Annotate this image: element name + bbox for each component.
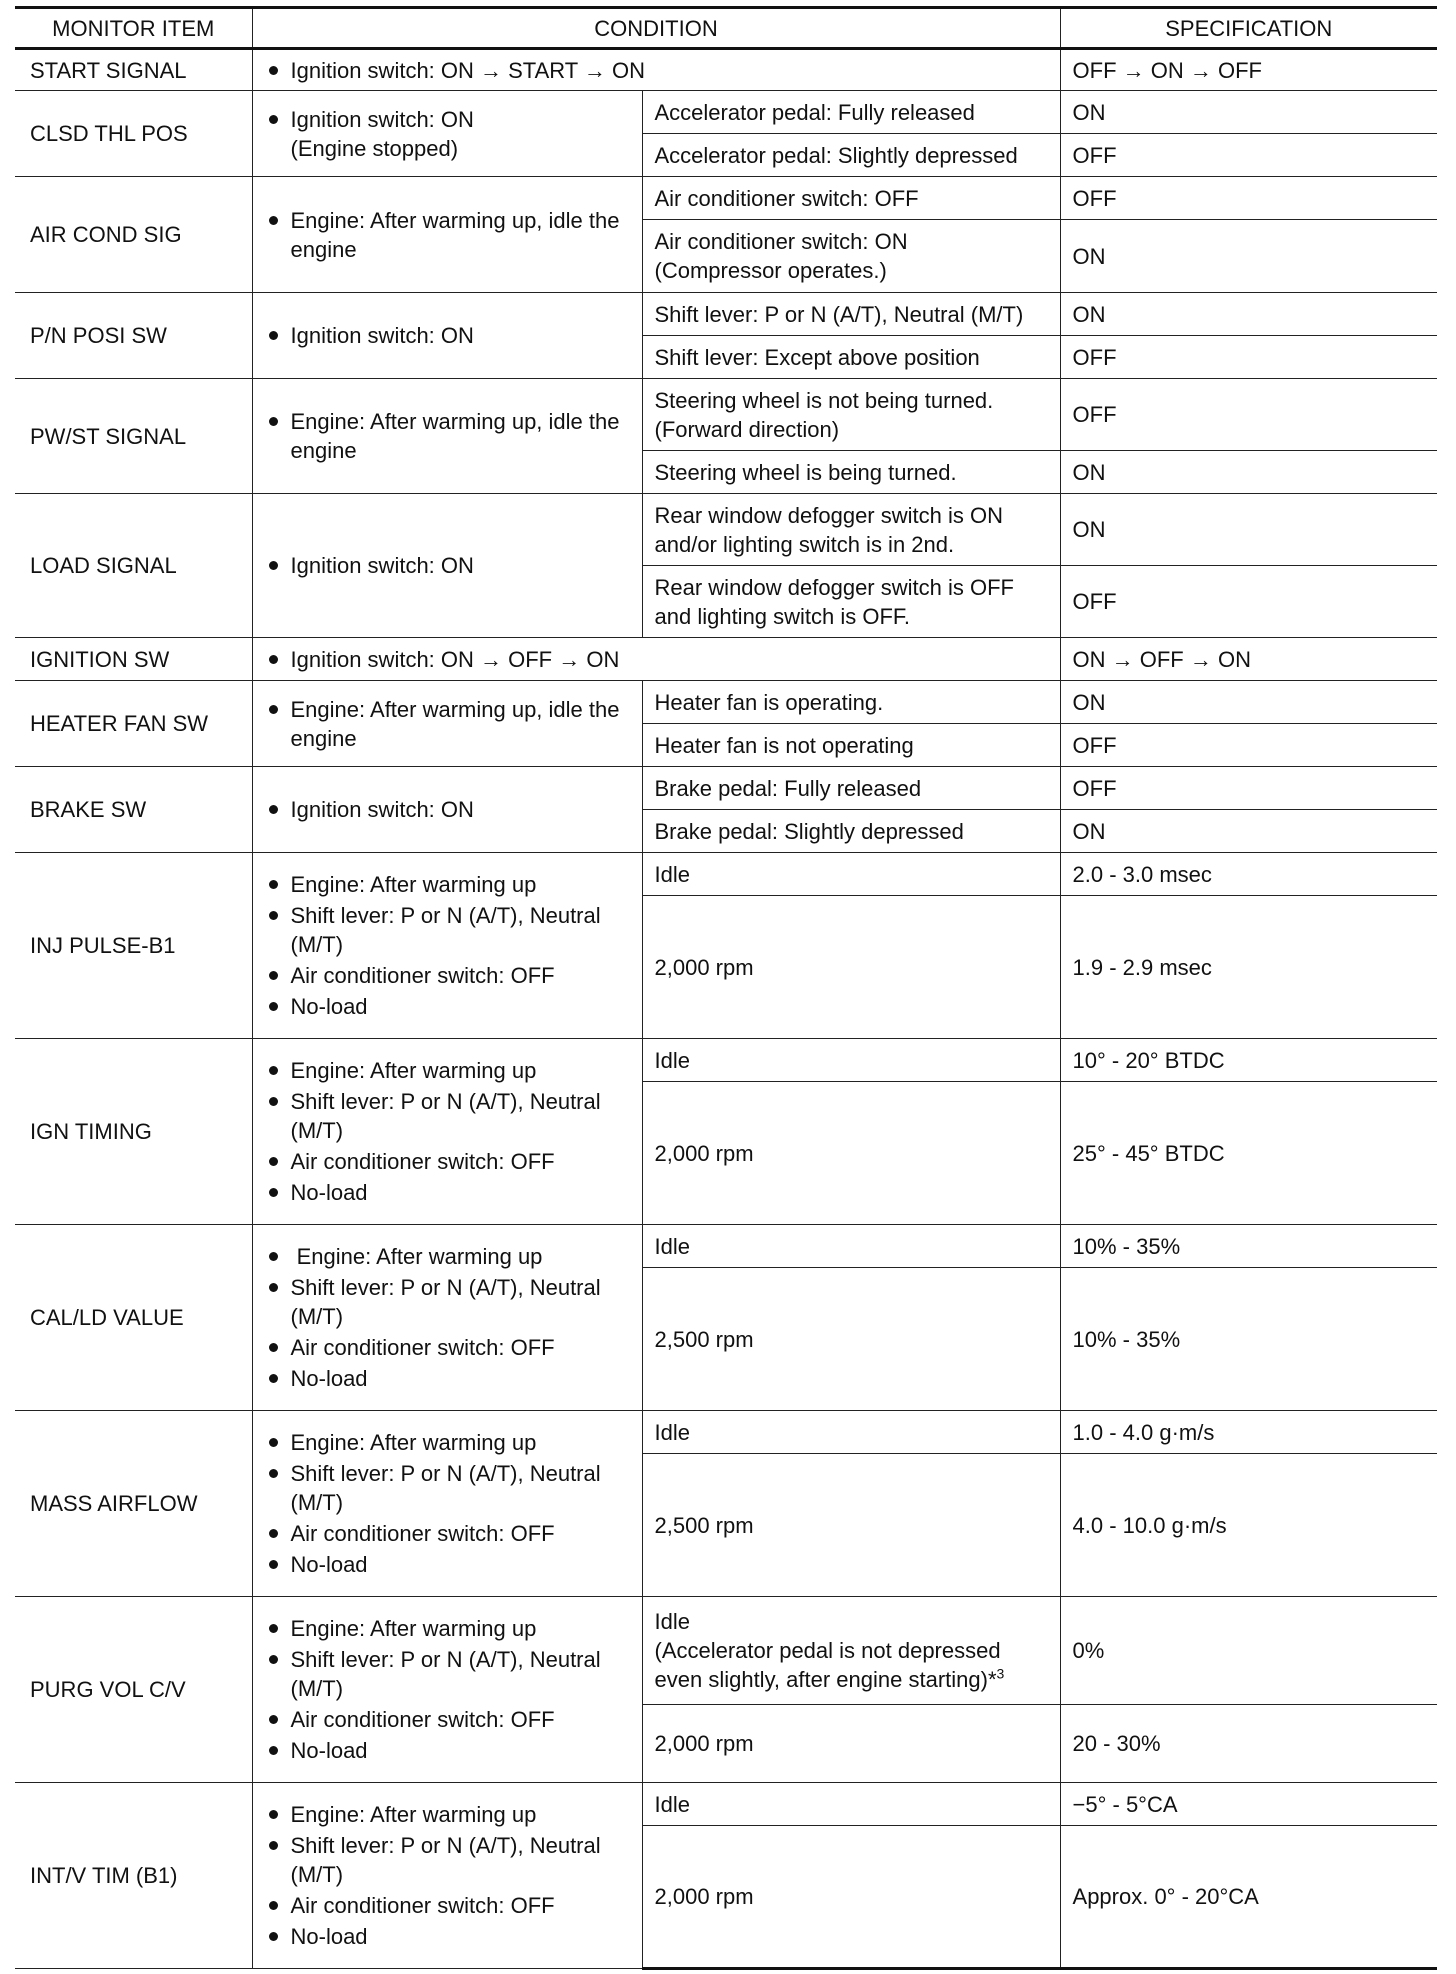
sub-condition: Steering wheel is being turned. bbox=[642, 451, 1060, 494]
table-row bbox=[15, 1783, 1437, 1826]
monitor-item: INT/V TIM (B1) bbox=[15, 1783, 252, 1969]
condition-bullet: Engine: After warming up, idle the engine bbox=[267, 407, 630, 465]
spec-value: Approx. 0° - 20°CA bbox=[1060, 1826, 1437, 1969]
condition-bullet: No-load bbox=[267, 992, 630, 1021]
condition-bullet: No-load bbox=[267, 1178, 630, 1207]
spec-value: OFF bbox=[1060, 134, 1437, 177]
spec-value: ON bbox=[1060, 494, 1437, 566]
condition-bullet: Ignition switch: ON bbox=[267, 795, 630, 824]
condition-cell bbox=[252, 177, 642, 293]
condition-cell bbox=[252, 49, 1060, 91]
sub-condition: Shift lever: P or N (A/T), Neutral (M/T) bbox=[642, 293, 1060, 336]
condition-bullet: Shift lever: P or N (A/T), Neutral (M/T) bbox=[267, 1459, 630, 1517]
table-row bbox=[15, 767, 1437, 810]
spec-value: OFF bbox=[1060, 767, 1437, 810]
condition-cell bbox=[252, 379, 642, 494]
condition-cell bbox=[252, 1039, 642, 1225]
table-row bbox=[15, 494, 1437, 566]
condition-bullet: Air conditioner switch: OFF bbox=[267, 1147, 630, 1176]
sub-condition: Steering wheel is not being turned. (Forward direction) bbox=[642, 379, 1060, 451]
sub-condition: Idle bbox=[642, 853, 1060, 896]
spec-value: ON bbox=[1060, 451, 1437, 494]
condition-bullet: Ignition switch: ON → START → ON bbox=[267, 56, 1048, 85]
sub-condition-cell bbox=[642, 1597, 1060, 1705]
table-row bbox=[15, 1597, 1437, 1705]
condition-bullet: Engine: After warming up bbox=[267, 1242, 630, 1271]
sub-condition: Air conditioner switch: ON (Compressor operates.) bbox=[642, 220, 1060, 293]
sub-condition: 2,000 rpm bbox=[642, 896, 1060, 1039]
condition-cell bbox=[252, 1597, 642, 1783]
spec-value: ON bbox=[1060, 681, 1437, 724]
table-row bbox=[15, 91, 1437, 134]
spec-value: 10% - 35% bbox=[1060, 1268, 1437, 1411]
sub-condition: 2,500 rpm bbox=[642, 1454, 1060, 1597]
spec-value: 10° - 20° BTDC bbox=[1060, 1039, 1437, 1082]
header-row bbox=[15, 8, 1437, 49]
sub-condition: Shift lever: Except above position bbox=[642, 336, 1060, 379]
condition-bullet: Shift lever: P or N (A/T), Neutral (M/T) bbox=[267, 1645, 630, 1703]
condition-bullet: Ignition switch: ON bbox=[267, 321, 630, 350]
monitor-item: PURG VOL C/V bbox=[15, 1597, 252, 1783]
table-row bbox=[15, 177, 1437, 220]
condition-cell bbox=[252, 853, 642, 1039]
condition-cell bbox=[252, 1225, 642, 1411]
condition-bullet: No-load bbox=[267, 1922, 630, 1951]
condition-bullet: Ignition switch: ON bbox=[267, 551, 630, 580]
monitor-item: START SIGNAL bbox=[15, 49, 252, 91]
monitor-item: INJ PULSE-B1 bbox=[15, 853, 252, 1039]
table-row bbox=[15, 1411, 1437, 1454]
monitor-item: MASS AIRFLOW bbox=[15, 1411, 252, 1597]
spec-value: ON bbox=[1060, 220, 1437, 293]
monitor-item: CLSD THL POS bbox=[15, 91, 252, 177]
table-row bbox=[15, 1225, 1437, 1268]
monitor-item: P/N POSI SW bbox=[15, 293, 252, 379]
monitor-item: BRAKE SW bbox=[15, 767, 252, 853]
condition-bullet: Air conditioner switch: OFF bbox=[267, 1519, 630, 1548]
condition-cell bbox=[252, 681, 642, 767]
condition-cell bbox=[252, 638, 1060, 681]
monitor-spec-sheet bbox=[15, 6, 1437, 1970]
sub-condition: Idle bbox=[642, 1783, 1060, 1826]
monitor-item: IGN TIMING bbox=[15, 1039, 252, 1225]
sub-condition: Brake pedal: Slightly depressed bbox=[642, 810, 1060, 853]
condition-bullet: Air conditioner switch: OFF bbox=[267, 961, 630, 990]
sub-condition: 2,000 rpm bbox=[642, 1082, 1060, 1225]
table-row bbox=[15, 49, 1437, 91]
condition-bullet: Air conditioner switch: OFF bbox=[267, 1891, 630, 1920]
spec-value: 25° - 45° BTDC bbox=[1060, 1082, 1437, 1225]
table-row bbox=[15, 638, 1437, 681]
sub-condition: Idle (Accelerator pedal is not depressed even slightly, after engine starting)* bbox=[654, 1609, 1001, 1692]
spec-value: OFF bbox=[1060, 566, 1437, 638]
spec-value: ON bbox=[1060, 810, 1437, 853]
spec-value: 1.9 - 2.9 msec bbox=[1060, 896, 1437, 1039]
spec-value: OFF bbox=[1060, 336, 1437, 379]
condition-bullet: Engine: After warming up bbox=[267, 1800, 630, 1829]
monitor-item: CAL/LD VALUE bbox=[15, 1225, 252, 1411]
condition-bullet: Engine: After warming up bbox=[267, 870, 630, 899]
table-row bbox=[15, 681, 1437, 724]
condition-bullet: No-load bbox=[267, 1736, 630, 1765]
sub-condition: Accelerator pedal: Fully released bbox=[642, 91, 1060, 134]
spec-value: −5° - 5°CA bbox=[1060, 1783, 1437, 1826]
spec-value: OFF bbox=[1060, 724, 1437, 767]
spec-value: OFF bbox=[1060, 379, 1437, 451]
monitor-item: AIR COND SIG bbox=[15, 177, 252, 293]
spec-value: ON → OFF → ON bbox=[1060, 638, 1437, 681]
sub-condition: Rear window defogger switch is OFF and lighting switch is OFF. bbox=[642, 566, 1060, 638]
table-row bbox=[15, 293, 1437, 336]
spec-value: 4.0 - 10.0 g·m/s bbox=[1060, 1454, 1437, 1597]
spec-value: 1.0 - 4.0 g·m/s bbox=[1060, 1411, 1437, 1454]
spec-value: OFF bbox=[1060, 177, 1437, 220]
spec-value: OFF → ON → OFF bbox=[1060, 49, 1437, 91]
condition-bullet: No-load bbox=[267, 1364, 630, 1393]
table-row bbox=[15, 853, 1437, 896]
sub-condition: Brake pedal: Fully released bbox=[642, 767, 1060, 810]
condition-cell bbox=[252, 91, 642, 177]
sub-condition: Air conditioner switch: OFF bbox=[642, 177, 1060, 220]
sub-condition: 2,500 rpm bbox=[642, 1268, 1060, 1411]
condition-bullet: Air conditioner switch: OFF bbox=[267, 1705, 630, 1734]
condition-bullet: Shift lever: P or N (A/T), Neutral (M/T) bbox=[267, 901, 630, 959]
condition-bullet: Shift lever: P or N (A/T), Neutral (M/T) bbox=[267, 1087, 630, 1145]
sub-condition: 2,000 rpm bbox=[642, 1826, 1060, 1969]
spec-value: ON bbox=[1060, 91, 1437, 134]
monitor-item: IGNITION SW bbox=[15, 638, 252, 681]
spec-value: 2.0 - 3.0 msec bbox=[1060, 853, 1437, 896]
condition-bullet: No-load bbox=[267, 1550, 630, 1579]
table-row bbox=[15, 379, 1437, 451]
condition-bullet: Ignition switch: ON → OFF → ON bbox=[267, 645, 1048, 674]
spec-value: 10% - 35% bbox=[1060, 1225, 1437, 1268]
sub-condition: Idle bbox=[642, 1039, 1060, 1082]
monitor-item: HEATER FAN SW bbox=[15, 681, 252, 767]
sub-condition: 2,000 rpm bbox=[642, 1705, 1060, 1783]
condition-bullet: Shift lever: P or N (A/T), Neutral (M/T) bbox=[267, 1831, 630, 1889]
condition-bullet: Shift lever: P or N (A/T), Neutral (M/T) bbox=[267, 1273, 630, 1331]
header-condition: CONDITION bbox=[252, 8, 1060, 49]
sub-condition: Accelerator pedal: Slightly depressed bbox=[642, 134, 1060, 177]
condition-bullet: Engine: After warming up bbox=[267, 1428, 630, 1457]
spec-value: ON bbox=[1060, 293, 1437, 336]
condition-bullet: Engine: After warming up bbox=[267, 1614, 630, 1643]
sub-condition: Idle bbox=[642, 1225, 1060, 1268]
monitor-spec-table bbox=[15, 6, 1437, 1970]
condition-bullet: Engine: After warming up bbox=[267, 1056, 630, 1085]
header-monitor-item: MONITOR ITEM bbox=[15, 8, 252, 49]
header-specification: SPECIFICATION bbox=[1060, 8, 1437, 49]
condition-bullet: Air conditioner switch: OFF bbox=[267, 1333, 630, 1362]
condition-bullet: Engine: After warming up, idle the engine bbox=[267, 695, 630, 753]
condition-bullet: Ignition switch: ON (Engine stopped) bbox=[267, 105, 630, 163]
monitor-item: LOAD SIGNAL bbox=[15, 494, 252, 638]
spec-value: 20 - 30% bbox=[1060, 1705, 1437, 1783]
condition-cell bbox=[252, 293, 642, 379]
condition-cell bbox=[252, 767, 642, 853]
sub-condition: Idle bbox=[642, 1411, 1060, 1454]
condition-cell bbox=[252, 1411, 642, 1597]
spec-value: 0% bbox=[1060, 1597, 1437, 1705]
table-row bbox=[15, 1039, 1437, 1082]
sub-condition: Heater fan is operating. bbox=[642, 681, 1060, 724]
sub-condition: Rear window defogger switch is ON and/or lighting switch is in 2nd. bbox=[642, 494, 1060, 566]
monitor-item: PW/ST SIGNAL bbox=[15, 379, 252, 494]
condition-cell bbox=[252, 494, 642, 638]
footnote-marker: 3 bbox=[996, 1665, 1005, 1682]
sub-condition: Heater fan is not operating bbox=[642, 724, 1060, 767]
condition-bullet: Engine: After warming up, idle the engine bbox=[267, 206, 630, 264]
condition-cell bbox=[252, 1783, 642, 1969]
